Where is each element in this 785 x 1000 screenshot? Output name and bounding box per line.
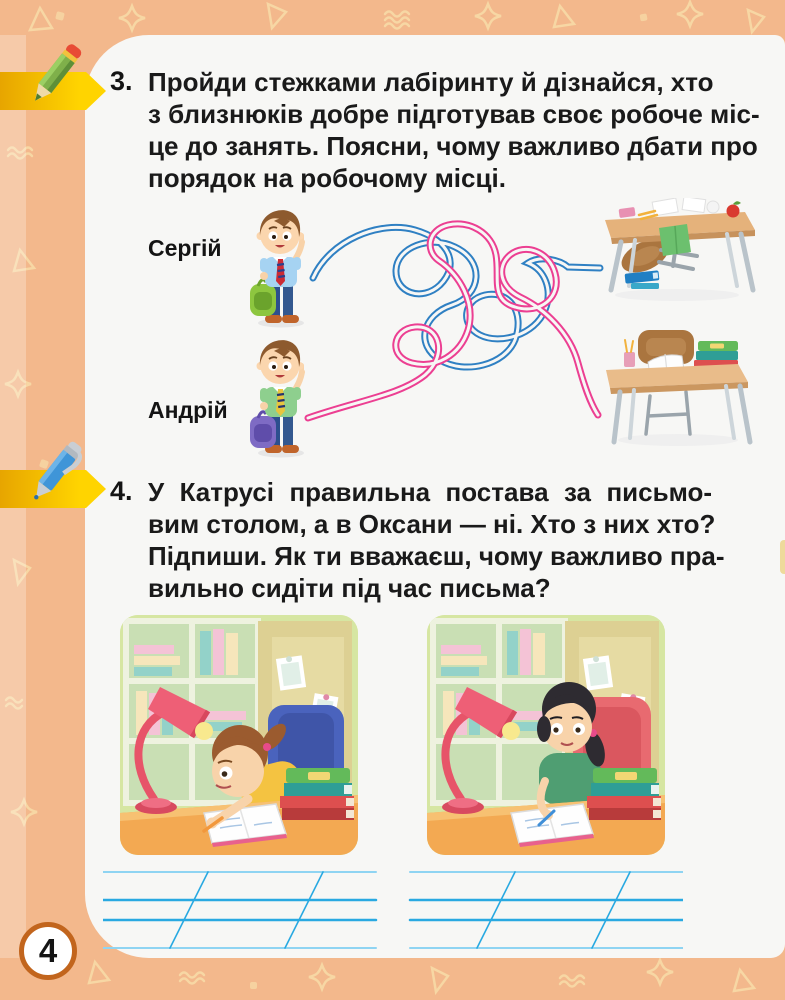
label-andriy: Андрій xyxy=(148,397,228,423)
task3-line-3: це до занять. Поясни, чому важливо дбати про xyxy=(148,131,758,161)
task3-line-4: порядок на робочому місці. xyxy=(148,163,506,193)
task3-number: 3. xyxy=(110,66,133,96)
task3-line-1: Пройди стежками лабіринту й дізнайся, хто xyxy=(148,67,714,97)
messy-desk-illustration xyxy=(595,198,770,303)
tidy-desk-illustration xyxy=(598,326,763,448)
task4-text xyxy=(148,476,725,604)
task3-line-2: з близнюків добре підготував своє робоче міс- xyxy=(148,99,760,129)
incorrect-posture-illustration xyxy=(120,615,358,855)
correct-posture-illustration xyxy=(427,615,665,855)
task4-line-2: вим столом, а в Оксани — ні. Хто з них хто? xyxy=(148,509,716,539)
task4-line-1: У Катрусі правильна постава за письмо- xyxy=(148,477,712,507)
task4-number: 4. xyxy=(110,476,133,506)
page-number: 4 xyxy=(19,922,77,980)
task3-text xyxy=(148,66,760,194)
pen-icon xyxy=(28,432,84,512)
task4-line-4: вильно сидіти під час письма? xyxy=(148,573,551,603)
label-sergiy: Сергій xyxy=(148,235,222,261)
handwriting-lines xyxy=(103,868,683,952)
task4-line-3: Підпиши. Як ти вважаєш, чому важливо пра- xyxy=(148,541,725,571)
maze-paths xyxy=(300,205,610,450)
pencil-icon xyxy=(28,34,84,114)
right-edge-tab xyxy=(780,540,785,574)
